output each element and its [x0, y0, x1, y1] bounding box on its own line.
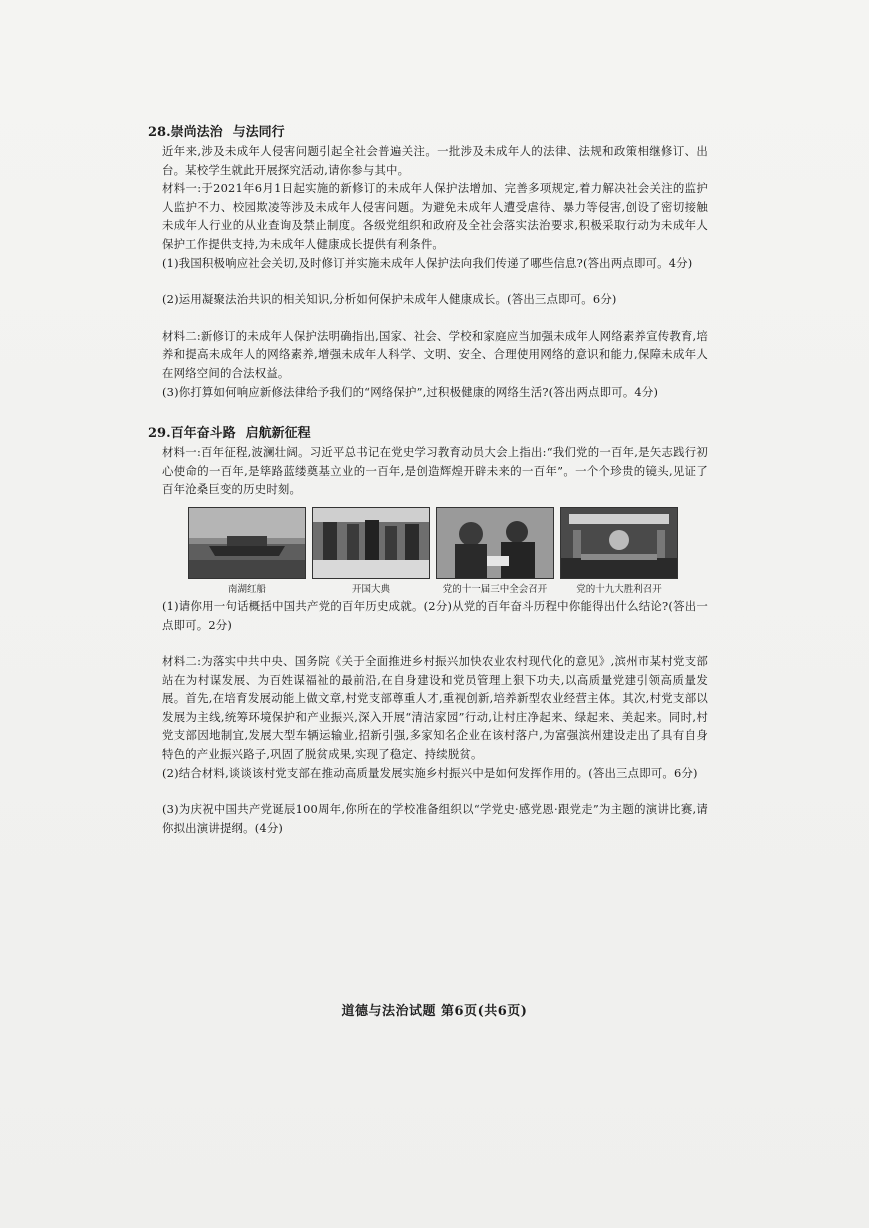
question-28-intro: 近年来,涉及未成年人侵害问题引起全社会普遍关注。一批涉及未成年人的法律、法规和政策相继修订、出台。某校学生就此开展探究活动,请你参与其中。: [162, 144, 708, 177]
nineteenth-congress-image: [561, 508, 677, 578]
question-28-title: [148, 124, 708, 142]
photo-caption: 南湖红船: [227, 583, 266, 595]
question-29-part-1: (1)请你用一句话概括中国共产党的百年历史成就。(2分)从党的百年奋斗历程中你能得出什么结论?(答出一点即可。2分): [162, 598, 708, 632]
question-28-title-main: 28.崇尚法治: [148, 125, 223, 140]
question-29-title-main: 29.百年奋斗路: [148, 426, 236, 442]
question-28-material-2: 材料二:新修订的未成年人保护法明确指出,国家、社会、学校和家庭应当加强未成年人网络素养宣传教育,培养和提高未成年人的网络素养,增强未成年人科学、文明、安全、合理使用网络的意识和能力,保障未成年人在网络空间的合法权益。: [162, 328, 708, 380]
question-29-title: [148, 425, 708, 443]
question-29-part-2: (2)结合材料,谈谈该村党支部在推动高质量发展实施乡村振兴中是如何发挥作用的。(答出三点即可。6分): [162, 765, 698, 780]
question-28-part-1: (1)我国积极响应社会关切,及时修订并实施未成年人保护法向我们传递了哪些信息?(答出两点即可。4分): [162, 255, 693, 270]
red-boat-photo: [188, 507, 306, 579]
question-29-material-2: 材料二:为落实中共中央、国务院《关于全面推进乡村振兴加快农业农村现代化的意见》,滨州市某村党支部站在为村谋发展、为百姓谋福祉的最前沿,在自身建设和党员管理上狠下功夫,以高质量党建引领高质量发展。首先,在培育发展动能上做文章,村党支部尊重人才,重视创新,培养新型农业经营主体。其次,村党支部以发展为主线,统筹环境保护和产业振兴,深入开展“清洁家园”行动,让村庄净起来、绿起来、美起来。同时,村党支部因地制宜,发展大型车辆运输业,招新引强,多家知名企业在该村落户,为富强滨州建设走出了具有自身特色的产业振兴路子,巩固了脱贫成果,实现了稳定、持续脱贫。: [162, 654, 708, 762]
question-28-part-3: (3)你打算如何响应新修法律给予我们的“网络保护”,过积极健康的网络生活?(答出两点即可。4分): [162, 384, 659, 399]
historic-photos: [188, 507, 708, 579]
nineteenth-congress-photo: [560, 507, 678, 579]
question-28-subtitle: 与法同行: [232, 125, 285, 140]
question-28-part-2: (2)运用凝聚法治共识的相关知识,分析如何保护未成年人健康成长。(答出三点即可。6分): [162, 292, 617, 307]
photo-captions: [188, 583, 708, 597]
page-footer: 道德与法治试题 第6页(共6页): [341, 1004, 528, 1019]
third-plenum-photo: [436, 507, 554, 579]
photo-caption: 开国大典: [351, 583, 390, 595]
red-boat-image: [189, 508, 305, 578]
question-29-part-3: (3)为庆祝中国共产党诞辰100周年,你所在的学校准备组织以“学党史·感党恩·跟党走”为主题的演讲比赛,请你拟出演讲提纲。(4分): [162, 802, 708, 835]
question-29-subtitle: 启航新征程: [245, 426, 311, 442]
founding-ceremony-image: [313, 508, 429, 578]
founding-ceremony-photo: [312, 507, 430, 579]
photo-caption: 党的十一届三中全会召开: [442, 583, 548, 595]
question-28-material-1: 材料一:于2021年6月1日起实施的新修订的未成年人保护法增加、完善多项规定,着力解决社会关注的监护人监护不力、校园欺凌等涉及未成年人侵害问题。为避免未成年人遭受虐待、暴力等侵害,创设了密切接触未成年人行业的从业查询及禁止制度。各级党组织和政府及全社会落实法治要求,积极采取行动为未成年人保护工作提供支持,为未成年人健康成长提供有利条件。: [162, 181, 708, 251]
question-29-material-1: 材料一:百年征程,波澜壮阔。习近平总书记在党史学习教育动员大会上指出:“我们党的一百年,是矢志践行初心使命的一百年,是筚路蓝缕奠基立业的一百年,是创造辉煌开辟未来的一百年”。一个个珍贵的镜头,见证了百年沧桑巨变的历史时刻。: [162, 445, 708, 497]
third-plenum-image: [437, 508, 553, 578]
photo-caption: 党的十九大胜利召开: [576, 583, 662, 595]
exam-content: [148, 124, 708, 837]
